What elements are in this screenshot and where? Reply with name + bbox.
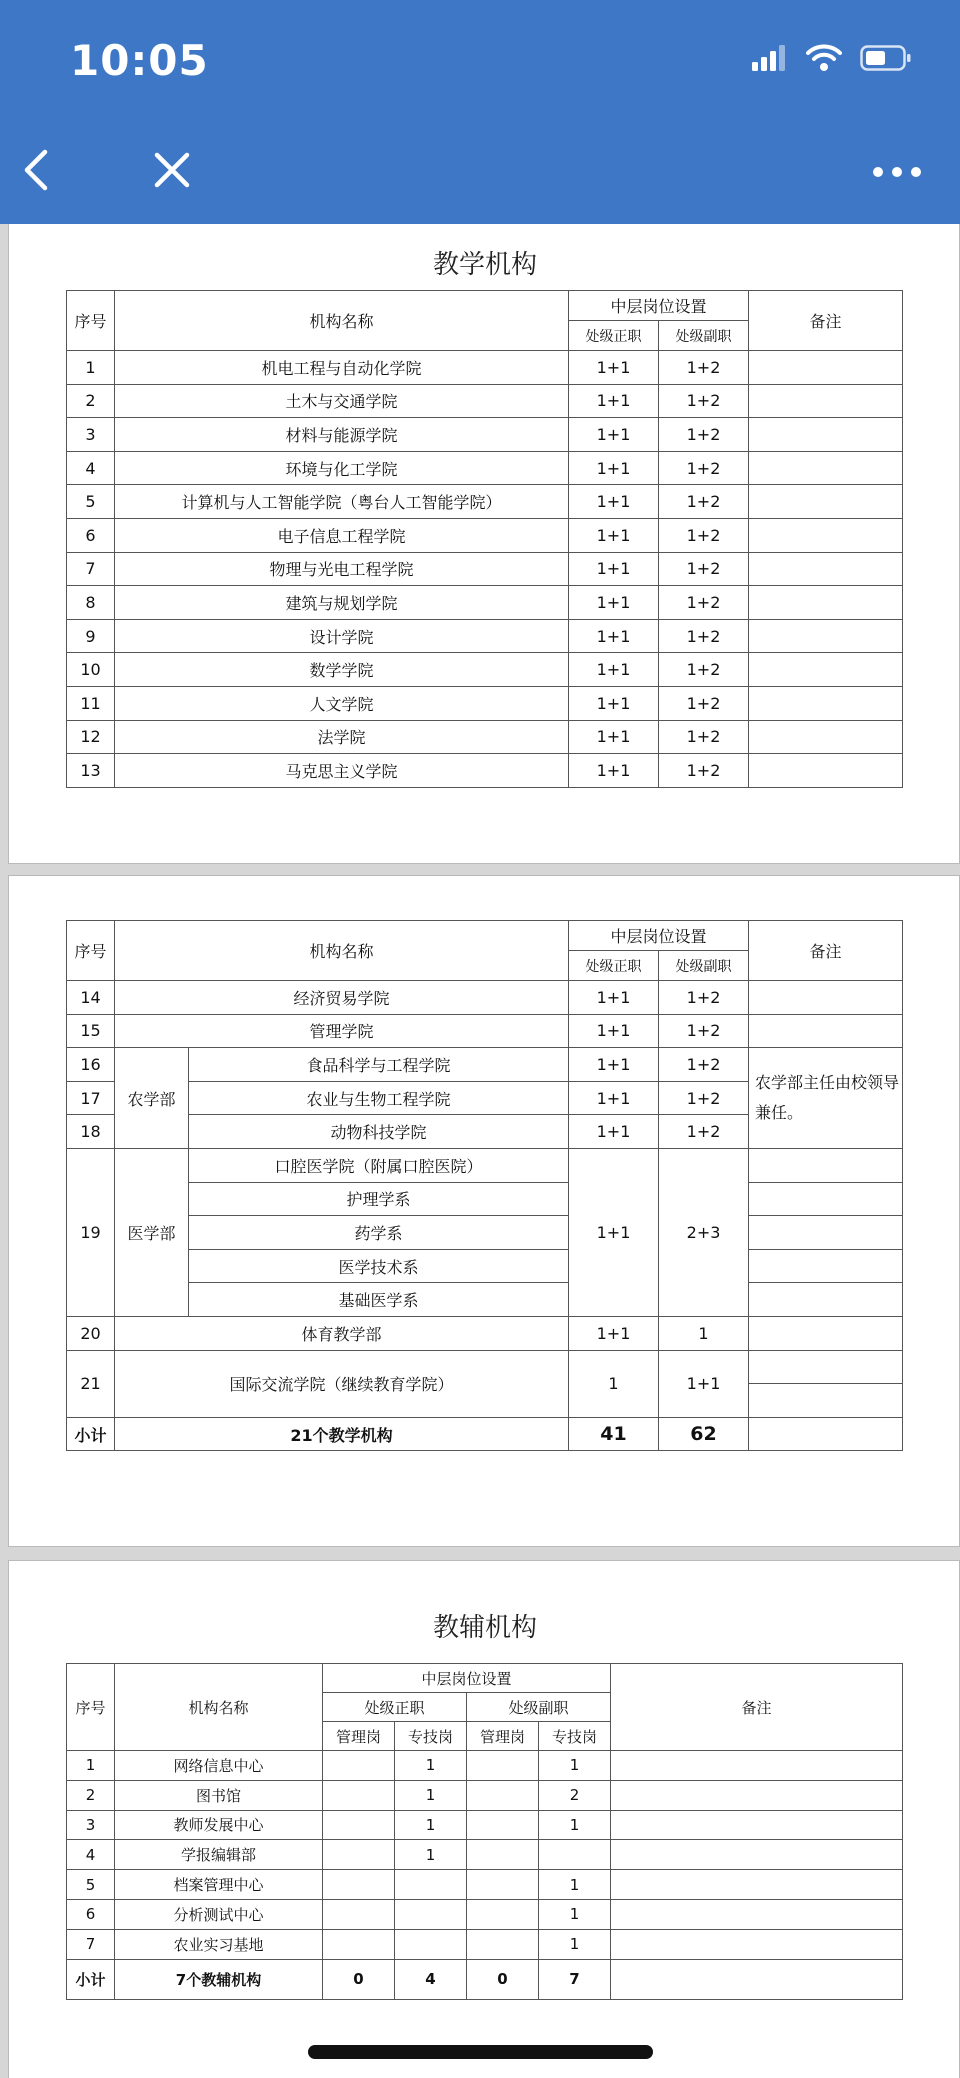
cell-note-nongxue: 农学部主任由校领导兼任。 [749,1048,903,1149]
cell-fu: 1+2 [659,552,749,586]
cell-dept-yixue: 医学部 [115,1148,189,1316]
cell-fu-zhuanji: 1 [539,1870,611,1900]
table-row [67,451,903,485]
cell-seq: 6 [67,518,115,552]
cell-zheng-zhuanji [395,1899,467,1929]
cell-seq: 19 [67,1148,115,1316]
document-page-2 [8,875,960,1547]
cell-total-label: 小计 [67,1417,115,1451]
cell-name: 分析测试中心 [115,1899,323,1929]
cell-fu: 1+2 [659,451,749,485]
document-page-1 [8,224,960,864]
table-row [67,552,903,586]
cell-seq: 17 [67,1081,115,1115]
wifi-icon [806,44,842,76]
cell-name: 医学技术系 [189,1249,569,1283]
cell-name: 数学学院 [115,653,569,687]
cell-name: 人文学院 [115,686,569,720]
cell-fu: 1+2 [659,1115,749,1149]
cell-zheng: 1+1 [569,451,659,485]
cell-name: 教师发展中心 [115,1810,323,1840]
cell-seq: 8 [67,586,115,620]
cell-note [611,1751,903,1781]
header-zheng: 处级正职 [569,321,659,351]
close-button[interactable] [142,142,202,202]
header-seq: 序号 [67,291,115,351]
chevron-left-icon [21,148,51,196]
table-row [67,1249,903,1283]
header-name: 机构名称 [115,921,569,981]
cell-fu-guanli [467,1899,539,1929]
cell-seq: 5 [67,1870,115,1900]
cell-note [749,720,903,754]
table-row [67,586,903,620]
cell-fu: 1+1 [659,1350,749,1417]
cell-zheng-zhuanji [395,1929,467,1959]
cell-fu-zhuanji: 1 [539,1810,611,1840]
cell-zheng: 1+1 [569,1148,659,1316]
page-title: 教学机构 [432,250,537,280]
cell-total-zz: 4 [395,1959,467,1999]
cell-fu: 1+2 [659,485,749,519]
cell-note [611,1840,903,1870]
cell-note [749,1283,903,1317]
cell-seq: 15 [67,1014,115,1048]
cell-fu: 1+2 [659,351,749,385]
cell-name: 学报编辑部 [115,1840,323,1870]
document-viewer[interactable] [0,224,960,2078]
document-page-3 [8,1560,960,2078]
cell-zheng: 1+1 [569,1316,659,1350]
cell-note [749,1316,903,1350]
cell-note [749,586,903,620]
cell-zheng-zhuanji [395,1870,467,1900]
header-guanli: 管理岗 [323,1722,395,1751]
cell-zheng-guanli [323,1810,395,1840]
cell-fu: 1+2 [659,686,749,720]
header-fu: 处级副职 [659,321,749,351]
cell-name: 体育教学部 [115,1316,569,1350]
header-note: 备注 [749,291,903,351]
cell-zheng-guanli [323,1751,395,1781]
cell-seq: 18 [67,1115,115,1149]
header-note: 备注 [611,1664,903,1751]
cell-fu: 1+2 [659,754,749,788]
cell-note [749,686,903,720]
cell-zheng: 1+1 [569,1014,659,1048]
cell-zheng-guanli [323,1780,395,1810]
cell-fu-zhuanji: 1 [539,1929,611,1959]
cell-zheng-guanli [323,1870,395,1900]
table-row [67,1148,903,1182]
table-row [67,1316,903,1350]
cell-zheng: 1 [569,1350,659,1417]
table-row [67,1780,903,1810]
cell-zheng: 1+1 [569,1048,659,1082]
cell-seq: 4 [67,1840,115,1870]
cell-seq: 3 [67,418,115,452]
header-seq: 序号 [67,1664,115,1751]
table-total-row [67,1417,903,1451]
close-icon [153,151,191,193]
table-header-row [67,1664,903,1693]
cell-seq: 3 [67,1810,115,1840]
cell-note [749,754,903,788]
cell-note [749,384,903,418]
cell-fu: 1+2 [659,619,749,653]
cell-total-zg: 0 [323,1959,395,1999]
cell-dept-nongxue: 农学部 [115,1048,189,1149]
cell-note [611,1870,903,1900]
cell-zheng: 1+1 [569,1081,659,1115]
cell-seq: 9 [67,619,115,653]
cell-name: 口腔医学院（附属口腔医院） [189,1148,569,1182]
cell-note [749,1182,903,1216]
cell-fu: 1+2 [659,418,749,452]
cell-seq: 2 [67,1780,115,1810]
cell-note [749,1249,903,1283]
cell-seq: 21 [67,1350,115,1417]
cell-zheng-zhuanji: 1 [395,1810,467,1840]
header-note: 备注 [749,921,903,981]
cell-name: 建筑与规划学院 [115,586,569,620]
cell-total-label: 小计 [67,1959,115,1999]
cell-zheng: 1+1 [569,384,659,418]
cell-fu-zhuanji: 2 [539,1780,611,1810]
cell-note [749,552,903,586]
more-button[interactable] [862,142,932,202]
signal-icon [752,45,788,75]
cell-total-fg: 0 [467,1959,539,1999]
cell-name: 马克思主义学院 [115,754,569,788]
cell-zheng: 1+1 [569,619,659,653]
table-row [67,1014,903,1048]
status-bar [0,0,960,112]
table-row [67,1929,903,1959]
cell-note [749,1384,903,1418]
cell-seq: 14 [67,981,115,1015]
cell-note [749,518,903,552]
header-group: 中层岗位设置 [323,1664,611,1693]
home-indicator[interactable] [308,2045,653,2059]
cell-zheng: 1+1 [569,981,659,1015]
cell-seq: 11 [67,686,115,720]
cell-seq: 7 [67,1929,115,1959]
header-fu: 处级副职 [659,951,749,981]
table-row [67,1350,903,1384]
cell-seq: 4 [67,451,115,485]
cell-total-name: 7个教辅机构 [115,1959,323,1999]
cell-seq: 10 [67,653,115,687]
cell-note [749,451,903,485]
cell-note [611,1810,903,1840]
cell-name: 机电工程与自动化学院 [115,351,569,385]
cell-name: 药学系 [189,1216,569,1250]
cell-note [749,653,903,687]
cell-note [749,1014,903,1048]
cell-total-name: 21个教学机构 [115,1417,569,1451]
cell-name: 土木与交通学院 [115,384,569,418]
header-zheng: 处级正职 [323,1693,467,1722]
cell-zheng-guanli [323,1840,395,1870]
cell-name: 经济贸易学院 [115,981,569,1015]
cell-fu-guanli [467,1751,539,1781]
cell-name: 护理学系 [189,1182,569,1216]
cell-note [749,351,903,385]
cell-note [611,1959,903,1999]
cell-fu: 1+2 [659,720,749,754]
cell-seq: 6 [67,1899,115,1929]
table-row [67,418,903,452]
cell-fu: 1+2 [659,518,749,552]
cell-name: 国际交流学院（继续教育学院） [115,1350,569,1417]
cell-seq: 2 [67,384,115,418]
cell-fu-guanli [467,1929,539,1959]
table-row [67,384,903,418]
cell-zheng-zhuanji: 1 [395,1780,467,1810]
cell-fu-guanli [467,1870,539,1900]
nav-bar [0,112,960,224]
header-fu: 处级副职 [467,1693,611,1722]
cell-note [749,619,903,653]
cell-name: 网络信息中心 [115,1751,323,1781]
table-row [67,981,903,1015]
cell-note [749,1148,903,1182]
cell-zheng: 1+1 [569,586,659,620]
cell-seq: 1 [67,1751,115,1781]
cell-name: 动物科技学院 [189,1115,569,1149]
cell-seq: 20 [67,1316,115,1350]
cell-name: 材料与能源学院 [115,418,569,452]
cell-note [611,1899,903,1929]
cell-zheng: 1+1 [569,418,659,452]
header-seq: 序号 [67,921,115,981]
table-row [67,518,903,552]
cell-note [611,1929,903,1959]
table-row [67,1870,903,1900]
table-row [67,1182,903,1216]
table-row [67,1048,903,1082]
cell-fu: 1 [659,1316,749,1350]
cell-name: 法学院 [115,720,569,754]
table-row [67,1840,903,1870]
cell-fu: 1+2 [659,1081,749,1115]
table-row [67,1899,903,1929]
table-row [67,1216,903,1250]
cell-fu: 1+2 [659,384,749,418]
cell-total-fu: 62 [659,1417,749,1451]
cell-fu-zhuanji: 1 [539,1751,611,1781]
table-header-row [67,291,903,321]
header-group: 中层岗位设置 [569,291,749,321]
table-total-row [67,1959,903,1999]
cell-name: 电子信息工程学院 [115,518,569,552]
cell-note [749,1216,903,1250]
cell-zheng-guanli [323,1899,395,1929]
cell-name: 基础医学系 [189,1283,569,1317]
cell-zheng-zhuanji: 1 [395,1840,467,1870]
header-name: 机构名称 [115,1664,323,1751]
cell-zheng-guanli [323,1929,395,1959]
header-zhuanji: 专技岗 [395,1722,467,1751]
table-row [67,686,903,720]
battery-icon [860,45,912,75]
cell-name: 档案管理中心 [115,1870,323,1900]
cell-zheng: 1+1 [569,485,659,519]
cell-fu-zhuanji: 1 [539,1899,611,1929]
cell-zheng: 1+1 [569,552,659,586]
cell-name: 管理学院 [115,1014,569,1048]
back-button[interactable] [6,142,66,202]
cell-name: 计算机与人工智能学院（粤台人工智能学院） [115,485,569,519]
cell-name: 农业实习基地 [115,1929,323,1959]
table-row [67,1810,903,1840]
cell-zheng: 1+1 [569,351,659,385]
cell-fu-guanli [467,1840,539,1870]
cell-seq: 13 [67,754,115,788]
table-row [67,653,903,687]
cell-name: 农业与生物工程学院 [189,1081,569,1115]
table-row [67,619,903,653]
cell-fu-guanli [467,1780,539,1810]
cell-name: 物理与光电工程学院 [115,552,569,586]
cell-fu: 1+2 [659,981,749,1015]
auxiliary-table [66,1663,903,2000]
page-title: 教辅机构 [432,1613,537,1643]
table-row [67,485,903,519]
cell-zheng: 1+1 [569,754,659,788]
header-name: 机构名称 [115,291,569,351]
teaching-table-1 [66,290,903,788]
header-guanli: 管理岗 [467,1722,539,1751]
cell-seq: 12 [67,720,115,754]
table-row [67,720,903,754]
cell-total-fz: 7 [539,1959,611,1999]
cell-fu-guanli [467,1810,539,1840]
cell-note [749,1350,903,1384]
header-zheng: 处级正职 [569,951,659,981]
cell-fu: 1+2 [659,1048,749,1082]
cell-name: 环境与化工学院 [115,451,569,485]
cell-note [749,1417,903,1451]
cell-name: 设计学院 [115,619,569,653]
cell-zheng-zhuanji: 1 [395,1751,467,1781]
more-horizontal-icon [872,163,922,182]
cell-note [749,418,903,452]
cell-total-zheng: 41 [569,1417,659,1451]
cell-fu: 1+2 [659,653,749,687]
cell-note [749,981,903,1015]
header-group: 中层岗位设置 [569,921,749,951]
cell-seq: 5 [67,485,115,519]
cell-zheng: 1+1 [569,518,659,552]
cell-note [749,485,903,519]
cell-fu-zhuanji [539,1840,611,1870]
cell-name: 食品科学与工程学院 [189,1048,569,1082]
cell-seq: 16 [67,1048,115,1082]
cell-fu: 1+2 [659,586,749,620]
cell-fu: 2+3 [659,1148,749,1316]
cell-name: 图书馆 [115,1780,323,1810]
table-row [67,351,903,385]
cell-seq: 7 [67,552,115,586]
header-zhuanji: 专技岗 [539,1722,611,1751]
cell-note [611,1780,903,1810]
cell-zheng: 1+1 [569,1115,659,1149]
table-row [67,754,903,788]
cell-fu: 1+2 [659,1014,749,1048]
table-row [67,1751,903,1781]
cell-zheng: 1+1 [569,720,659,754]
cell-seq: 1 [67,351,115,385]
clock: 10:05 [70,36,209,85]
table-header-row [67,921,903,951]
cell-zheng: 1+1 [569,653,659,687]
status-icons [752,44,912,76]
teaching-table-2 [66,920,903,1451]
table-row [67,1283,903,1317]
cell-zheng: 1+1 [569,686,659,720]
